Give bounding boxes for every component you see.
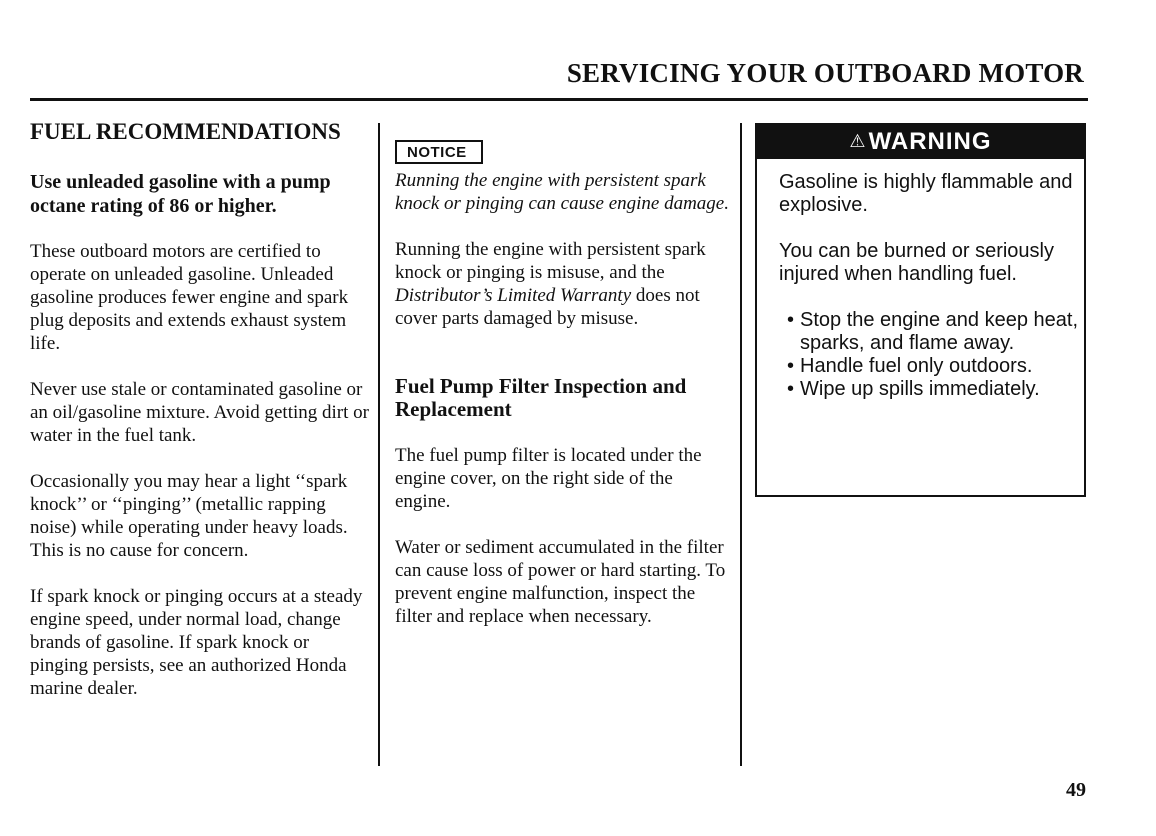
misuse-paragraph (395, 238, 730, 330)
warning-title: WARNING (868, 128, 992, 155)
misuse-text: Running the engine with persistent spark knock or pinging is misuse, and the (395, 239, 706, 283)
body-paragraph: Water or sediment accumulated in the filter can cause loss of power or hard starting. To prevent engine malfunction, inspect the filter and replace when necessary. (395, 537, 726, 627)
column-divider-left (378, 123, 380, 766)
body-paragraph: The fuel pump filter is located under the engine cover, on the right side of the engine. (395, 445, 702, 512)
section-heading: FUEL RECOMMENDATIONS (30, 119, 341, 144)
subsection-heading: Fuel Pump Filter Inspection and Replacement (395, 374, 687, 421)
notice-and-pump-column (395, 118, 730, 628)
warning-paragraph: Gasoline is highly flammable and explosive. (779, 171, 1073, 216)
misuse-text: does not cover parts damaged by misuse. (395, 285, 700, 329)
warning-bullet: • Wipe up spills immediately. (787, 378, 1084, 401)
warning-bullet: • Stop the engine and keep heat, sparks, and flame away. (787, 309, 1084, 355)
notice-text: Running the engine with persistent spark knock or pinging can cause engine damage. (395, 170, 729, 214)
warning-paragraph: You can be burned or seriously injured when handling fuel. (779, 240, 1054, 285)
header-rule (30, 98, 1088, 101)
page-number: 49 (1066, 779, 1086, 801)
page-header-title: SERVICING YOUR OUTBOARD MOTOR (566, 58, 1084, 88)
body-paragraph: These outboard motors are certified to operate on unleaded gasoline. Unleaded gasoline produces fewer engine and spark plug deposits and extends exhaust system life. (30, 241, 349, 354)
column-divider-right (740, 123, 742, 766)
warning-box (755, 123, 1086, 497)
warranty-name: Distributor’s Limited Warranty (395, 285, 632, 306)
warning-bullet: • Handle fuel only outdoors. (787, 355, 1084, 378)
notice-badge: NOTICE (395, 140, 483, 164)
warning-header (757, 125, 1084, 159)
warning-list (779, 309, 1084, 401)
warning-body (757, 159, 1084, 401)
lead-statement: Use unleaded gasoline with a pump octane rating of 86 or higher. (30, 171, 331, 217)
warning-triangle-icon: ⚠ (849, 130, 867, 151)
body-paragraph: Never use stale or contaminated gasoline or an oil/gasoline mixture. Avoid getting dirt or water in the fuel tank. (30, 379, 369, 446)
body-paragraph: If spark knock or pinging occurs at a steady engine speed, under normal load, change brands of gasoline. If spark knock or pinging persists, see an authorized Honda marine dealer. (30, 586, 363, 699)
body-paragraph: Occasionally you may hear a light ‘‘spark knock’’ or ‘‘pinging’’ (metallic rapping noise) while operating under heavy loads. This is no cause for concern. (30, 471, 348, 561)
fuel-recommendations-column (30, 118, 370, 700)
